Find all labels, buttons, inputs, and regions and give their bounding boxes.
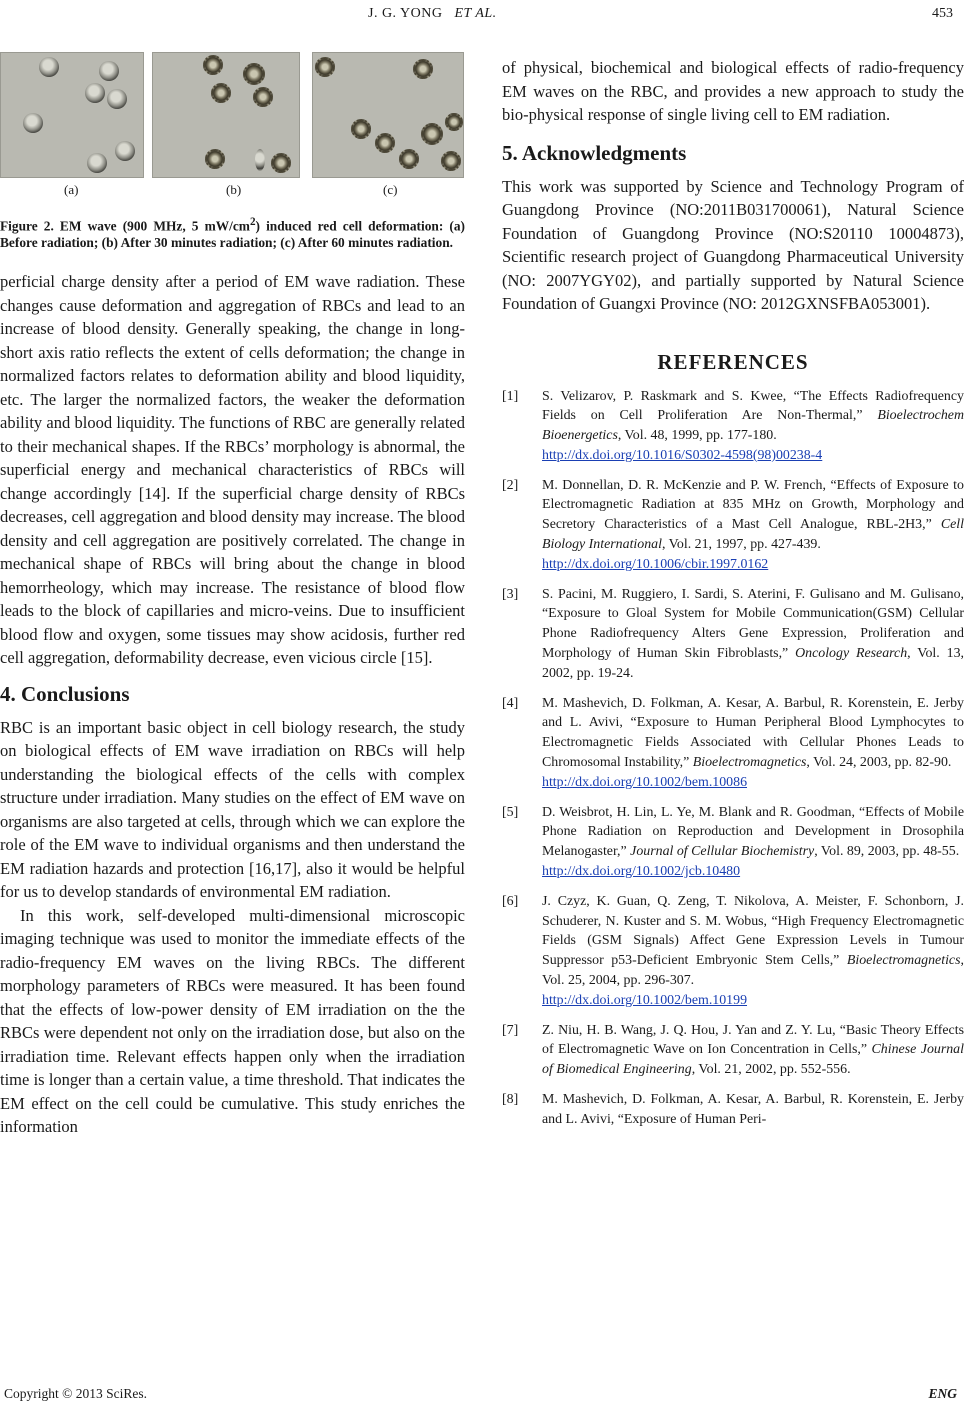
micrograph-c [312, 52, 464, 178]
reference-number: [5] [502, 804, 519, 820]
header-author: J. G. YONG [368, 6, 443, 21]
section-heading-acknowledgments: 5. Acknowledgments [502, 140, 687, 165]
reference-doi-link[interactable]: http://dx.doi.org/10.1002/bem.10086 [542, 774, 748, 790]
reference-number: [3] [502, 586, 519, 602]
body-paragraph: perficial charge density after a period of EM wave radiation. These changes cause deformation and aggregation of RBCs and lead to an increase of blood density. Generally speaking, the change in long-short axis ratio reflects the extent of cells deformation; the change in normalized factors relates to deformation ability and blood liquidity, etc. The larger the normalized factors, the weaker the deformation ability and blood liquidity. The functions of RBC are generally related to their mechanical shapes. If the RBCs’ morphology is abnormal, the superficial energy and mechanical characteristics of RBCs will change accordingly [14]. If the superficial charge density of RBCs decreases, cell aggregation and blood density may increase. The blood density and cell aggregation are positively correlated. The change in mechanical shape of RBCs will bring about the change in blood hemorrheology, which may increase. The resistance of blood flow leads to the block of capillaries and micro-veins. Due to insufficient blood flow and oxygen, some tissues may show acidosis, further red cell aggregation, deformability decrease, even vicious circle [15]. [0, 272, 465, 668]
body-paragraph: In this work, self-developed multi-dimensional microscopic imaging technique was used to monitor the immediate effects of the radio-frequency EM waves on the living RBCs. The different morphology parameters of RBCs were measured. It has been found that the effects of low-power density of EM irradiation on the the RBCs were dependent not only on the irradiation dose, but also on the irradiation time. Relevant effects happen only when the irradiation time is longer than a certain value, a time threshold. That indicates the EM effect on the cell could be cumulative. This study enriches the information [0, 905, 465, 1137]
journal-abbrev: ENG [928, 1386, 957, 1401]
reference-journal: Bioelectrochem Bioenergetics [542, 408, 964, 444]
section-heading-conclusions: 4. Conclusions [0, 681, 130, 706]
body-paragraph: RBC is an important basic object in cell biology research, the study on biological effects of EM wave irradiation on RBCs will help understanding the biological effects of the cells with complex structure under irradiation. Many studies on the effect of EM wave on organisms are also targeted at cells, through which we can explore the role of the EM wave to individual organisms and then understand the EM radiation hazards and protection [16,17], also it would be helpful for us to develop standards of environmental EM radiation. [0, 717, 465, 902]
red-cell [271, 153, 291, 173]
reference-item [502, 585, 964, 684]
red-cell [315, 57, 335, 77]
red-cell [441, 151, 461, 171]
running-title [368, 6, 497, 22]
panel-label-b: (b) [226, 182, 242, 197]
reference-text: Z. Niu, H. B. Wang, J. Q. Hou, J. Yan and Z. Y. Lu, “Basic Theory Effects of Electromagnetic Wave on Ion Concentration in Cells,” [542, 1022, 964, 1058]
red-cell [115, 141, 135, 161]
reference-details: , Vol. 25, 2004, pp. 296-307. [542, 953, 964, 989]
reference-item [502, 1090, 964, 1130]
reference-number: [7] [502, 1022, 519, 1038]
red-cell [413, 59, 433, 79]
left-column [0, 52, 465, 1139]
reference-number: [8] [502, 1092, 519, 1107]
reference-text: M. Mashevich, D. Folkman, A. Kesar, A. Barbul, R. Korenstein, E. Jerby and L. Avivi, “Exposure of Human Peri- [542, 1092, 964, 1127]
reference-journal: Bioelectromagnetics [846, 953, 961, 969]
reference-item [502, 803, 964, 882]
acknowledgments-paragraph: This work was supported by Science and Technology Program of Guangdong Province (NO:2011B031700061), Natural Science Foundation of Guangdong Province (NO:S20110 10004873), Scientific research project of Guangdong Pharmaceutical University (NO: 2007YGY02), and partially supported by Natural Science Foundation of Guangxi Province (NO: 2012GXNSFBA053001). [502, 176, 964, 313]
reference-details: , Vol. 89, 2003, pp. 48-55. [814, 844, 960, 860]
red-cell [351, 119, 371, 139]
copyright: Copyright © 2013 SciRes. [4, 1386, 148, 1401]
reference-text: D. Weisbrot, H. Lin, L. Ye, M. Blank and R. Goodman, “Effects of Mobile Phone Radiation on Reproduction and Development in Drosophila Melanogaster,” [542, 804, 964, 860]
reference-details: , Vol. 13, 2002, pp. 19-24. [542, 646, 964, 681]
reference-journal: Chinese Journal of Biomedical Engineering [542, 1042, 964, 1078]
caption-suffix: ) induced red cell deformation: (a) Before radiation; (b) After 30 minutes radiation; (c) After 60 minutes radiation. [0, 218, 466, 251]
reference-item [502, 892, 964, 1011]
reference-details: , Vol. 21, 1997, pp. 427-439. [661, 537, 821, 553]
panel-label-a: (a) [64, 182, 79, 197]
reference-journal: Journal of Cellular Biochemistry [630, 844, 815, 860]
header-etal: ET AL. [454, 6, 497, 21]
reference-number: [1] [502, 388, 519, 404]
red-cell [39, 57, 59, 77]
reference-item [502, 1021, 964, 1080]
reference-text: M. Mashevich, D. Folkman, A. Kesar, A. Barbul, R. Korenstein, E. Jerby and L. Avivi, “Exposure to Human Peripheral Blood Lymphocytes to Electromagnetic Fields Associated with Cellular Phones Leads to Chromosomal Instability,” [542, 695, 964, 771]
reference-journal: Bioelectromagnetics [692, 755, 807, 771]
caption-prefix: Figure 2. EM wave (900 MHz, 5 mW/cm [0, 218, 250, 234]
page-number: 453 [932, 6, 953, 21]
red-cell [243, 63, 265, 85]
red-cell [23, 113, 43, 133]
red-cell [107, 89, 127, 109]
reference-text: S. Pacini, M. Ruggiero, I. Sardi, S. Aterini, F. Gulisano and M. Gulisano, “Exposure to Gloal System for Mobile Communication(GSM) Cellular Phone Radiofrequency Alters Gene Expression, Proliferation and Morphology of Human Skin Fibroblasts,” [542, 586, 964, 662]
reference-journal: Oncology Research [795, 646, 908, 662]
reference-doi-link[interactable]: http://dx.doi.org/10.1002/jcb.10480 [542, 864, 741, 880]
red-cell [255, 149, 265, 171]
reference-item [502, 476, 964, 575]
red-cell [85, 83, 105, 103]
reference-item [502, 387, 964, 466]
reference-item [502, 694, 964, 793]
caption-superscript: 2 [249, 216, 256, 228]
micrograph-b [152, 52, 300, 178]
reference-text: J. Czyz, K. Guan, Q. Zeng, T. Nikolova, A. Meister, F. Schonborn, J. Schuderer, N. Kuster and S. M. Wobus, “High Frequency Electromagnetic Fields (GSM Signals) Affect Gene Expression Levels in Tumour Suppressor p53-Deficient Embryonic Stem Cells,” [542, 893, 964, 969]
red-cell [399, 149, 419, 169]
reference-text: M. Donnellan, D. R. McKenzie and P. W. French, “Effects of Exposure to Electromagnetic Radiation at 835 MHz on Growth, Morphology and Secretory Characteristics of a Mast Cell Analogue, RBL-2H3,” [542, 477, 964, 533]
reference-number: [6] [502, 893, 519, 909]
red-cell [211, 83, 231, 103]
figure-caption [0, 214, 465, 251]
figure-2-panels [0, 52, 465, 178]
reference-journal: Cell Biology International [542, 517, 964, 553]
right-column [502, 56, 964, 1140]
red-cell [203, 55, 223, 75]
panel-label-c: (c) [383, 182, 398, 197]
red-cell [445, 113, 463, 131]
red-cell [87, 153, 107, 173]
reference-doi-link[interactable]: http://dx.doi.org/10.1006/cbir.1997.0162 [542, 556, 769, 572]
references-heading: REFERENCES [657, 349, 809, 374]
reference-doi-link[interactable]: http://dx.doi.org/10.1016/S0302-4598(98)00238-4 [542, 447, 823, 463]
reference-details: , Vol. 48, 1999, pp. 177-180. [617, 428, 777, 444]
body-paragraph: of physical, biochemical and biological effects of radio-frequency EM waves on the RBC, and provides a new approach to study the bio-physical response of single living cell to EM radiation. [502, 58, 964, 124]
red-cell [421, 123, 443, 145]
reference-details: , Vol. 21, 2002, pp. 552-556. [691, 1062, 851, 1078]
micrograph-a [0, 52, 144, 178]
running-header [0, 6, 969, 26]
red-cell [253, 87, 273, 107]
reference-list [502, 387, 964, 1130]
reference-doi-link[interactable]: http://dx.doi.org/10.1002/bem.10199 [542, 992, 748, 1008]
red-cell [375, 133, 395, 153]
reference-number: [2] [502, 477, 519, 493]
reference-details: , Vol. 24, 2003, pp. 82-90. [806, 755, 952, 771]
red-cell [99, 61, 119, 81]
reference-text: S. Velizarov, P. Raskmark and S. Kwee, “The Effects Radiofrequency Fields on Cell Proliferation Are Non-Thermal,” [542, 388, 964, 424]
red-cell [205, 149, 225, 169]
figure-panel-labels [0, 182, 465, 206]
reference-number: [4] [502, 695, 519, 711]
